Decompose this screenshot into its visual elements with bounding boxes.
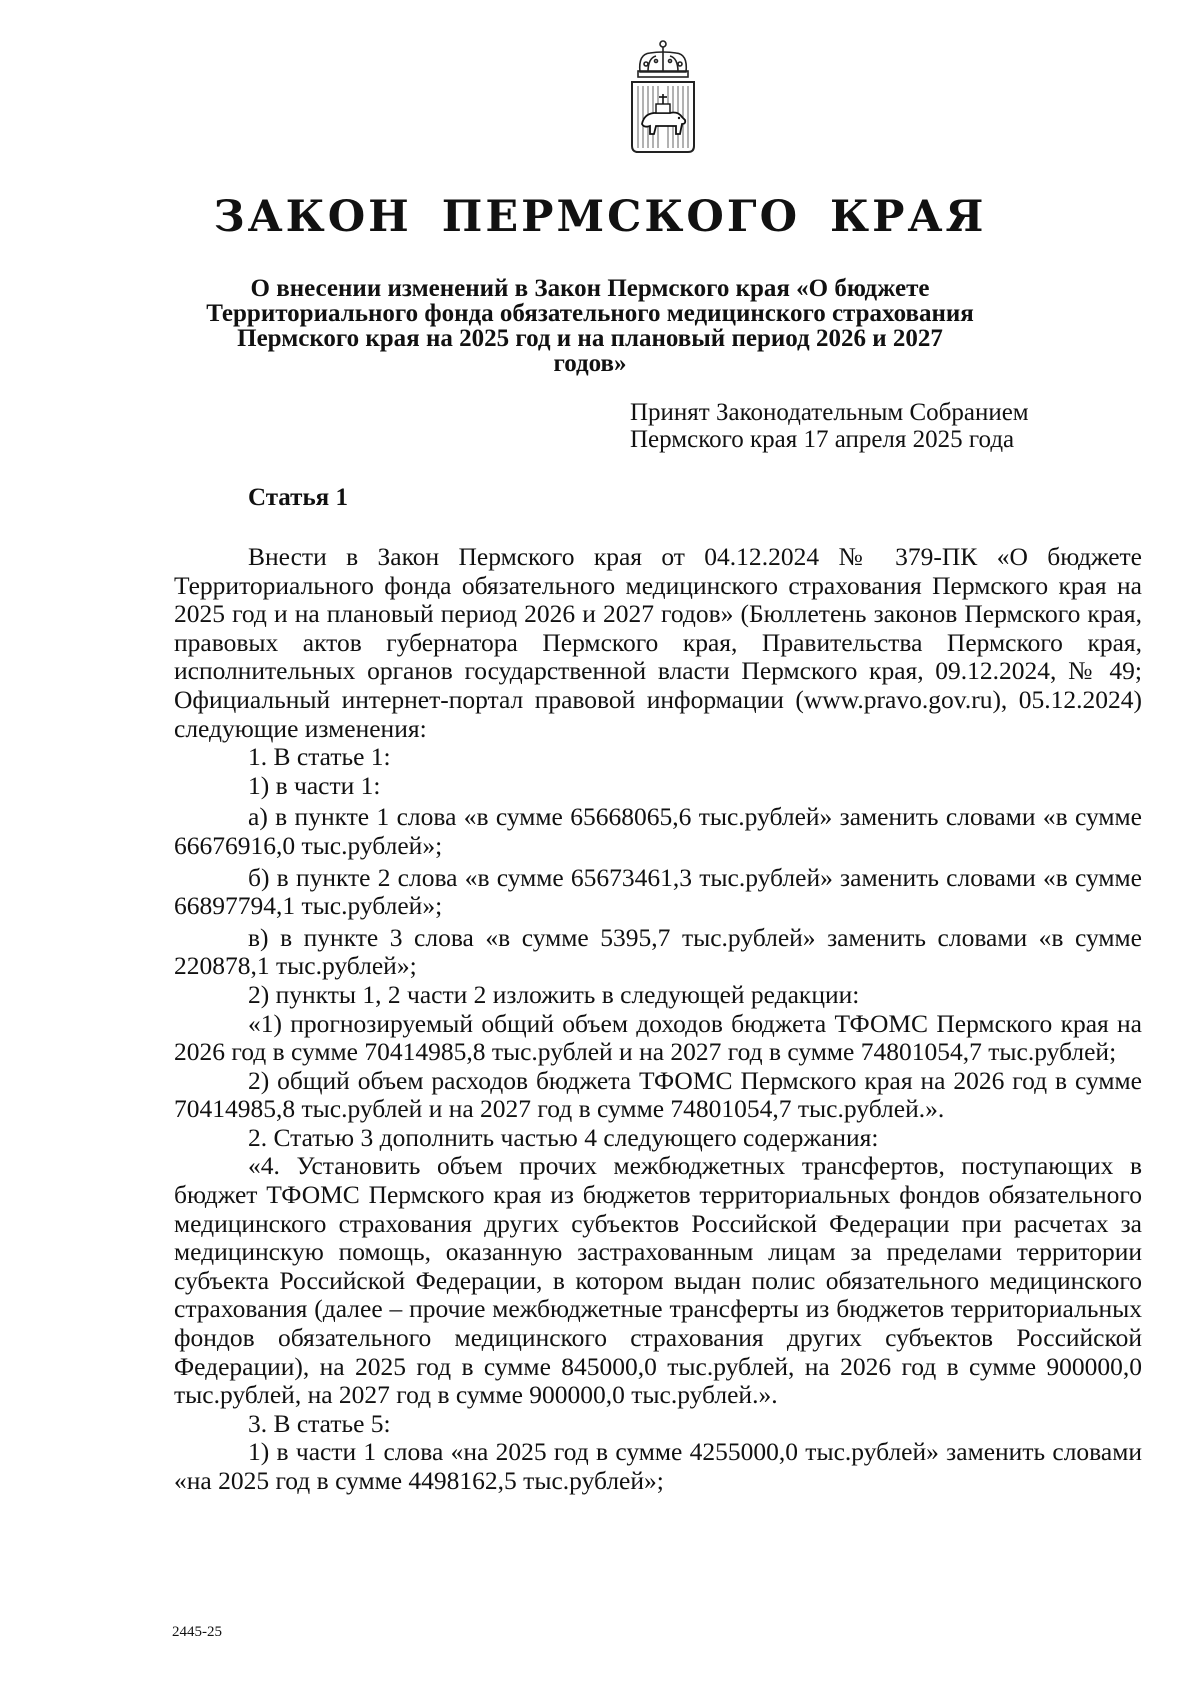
article-paragraph: 2) общий объем расходов бюджета ТФОМС Пермского края на 2026 год в сумме 70414985,8 тыс.рублей и на 2027 год в сумме 74801054,7 тыс.рублей.».: [174, 1065, 1142, 1124]
article-paragraph: 3. В статье 5:: [248, 1408, 391, 1438]
adoption-line: Пермского края 17 апреля 2025 года: [630, 426, 1015, 453]
adoption-line: Принят Законодательным Собранием: [630, 399, 1029, 426]
article-paragraph: Внести в Закон Пермского края от 04.12.2024 № 379-ПК «О бюджете Территориального фонда обязательного медицинского страхования Пермского края на 2025 год и на плановый период 2026 и 2027 годов» (Бюллетень законов Пермского края, правовых актов губернатора Пермского края, Правительства Пермского края, исполнительных органов государственной власти Пермского края, 09.12.2024, № 49; Официальный интернет-портал правовой информации (www.pravo.gov.ru), 05.12.2024) следующие изменения:: [174, 542, 1142, 743]
article-body: [174, 543, 1142, 1496]
article-paragraph: 1) в части 1 слова «на 2025 год в сумме 4255000,0 тыс.рублей» заменить словами «на 2025 год в сумме 4498162,5 тыс.рублей»;: [174, 1437, 1142, 1495]
subtitle-line: О внесении изменений в Закон Пермского края «О бюджете: [250, 275, 930, 302]
article-paragraph: «1) прогнозируемый общий объем доходов бюджета ТФОМС Пермского края на 2026 год в сумме 70414985,8 тыс.рублей и на 2027 год в сумме 74801054,7 тыс.рублей;: [174, 1008, 1142, 1067]
article-paragraph: «4. Установить объем прочих межбюджетных трансфертов, поступающих в бюджет ТФОМС Пермского края из бюджетов территориальных фондов обязательного медицинского страхования других субъектов Российской Федерации при расчетах за медицинскую помощь, оказанную застрахованным лицам за пределами территории субъекта Российской Федерации, в котором выдан полис обязательного медицинского страхования (далее – прочие межбюджетные трансферты из бюджетов территориальных фондов обязательного медицинского страхования других субъектов Российской Федерации), на 2025 год в сумме 845000,0 тыс.рублей, на 2026 год в сумме 900000,0 тыс.рублей, на 2027 год в сумме 900000,0 тыс.рублей.».: [174, 1151, 1142, 1410]
subtitle-line: Пермского края на 2025 год и на плановый период 2026 и 2027 годов»: [237, 325, 943, 377]
perm-krai-coat-of-arms-icon: [626, 38, 700, 156]
article-paragraph: 2) пункты 1, 2 части 2 изложить в следующей редакции:: [248, 979, 860, 1009]
article-paragraph: 1. В статье 1:: [248, 742, 391, 772]
article-paragraph: 1) в части 1:: [248, 770, 381, 800]
document-number: 2445-25: [172, 1624, 222, 1640]
subtitle-line: Территориального фонда обязательного медицинского страхования: [206, 300, 974, 327]
article-paragraph: б) в пункте 2 слова «в сумме 65673461,3 тыс.рублей» заменить словами «в сумме 66897794,1 тыс.рублей»;: [174, 862, 1142, 921]
article-paragraph: в) в пункте 3 слова «в сумме 5395,7 тыс.рублей» заменить словами «в сумме 220878,1 тыс.рублей»;: [174, 922, 1142, 981]
article-heading: Статья 1: [248, 484, 348, 511]
adoption-note: [630, 399, 1090, 453]
article-paragraph: 2. Статью 3 дополнить частью 4 следующего содержания:: [248, 1122, 879, 1152]
article-paragraph: а) в пункте 1 слова «в сумме 65668065,6 тыс.рублей» заменить словами «в сумме 66676916,0 тыс.рублей»;: [174, 802, 1142, 860]
law-title: ЗАКОН ПЕРМСКОГО КРАЯ: [213, 192, 987, 242]
law-subtitle: [200, 276, 980, 376]
